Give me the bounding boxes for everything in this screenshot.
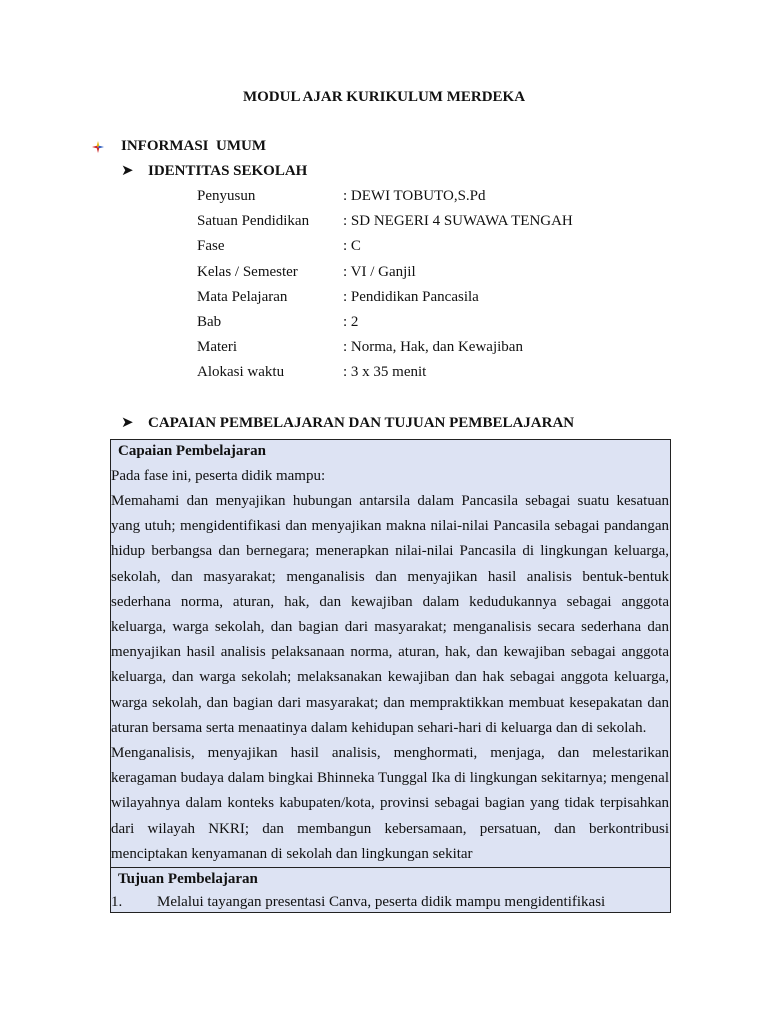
identitas-table <box>197 186 573 388</box>
info-value: : 3 x 35 menit <box>343 364 427 381</box>
info-row <box>197 262 573 287</box>
arrowhead-bullet-icon: ➤ <box>121 415 134 431</box>
info-row <box>197 211 573 236</box>
tujuan-heading: Tujuan Pembelajaran <box>118 871 258 888</box>
info-label: Satuan Pendidikan <box>197 213 310 230</box>
info-row <box>197 337 573 362</box>
info-row <box>197 236 573 261</box>
info-row <box>197 287 573 312</box>
star-bullet-icon <box>92 141 104 153</box>
subheading-label: CAPAIAN PEMBELAJARAN DAN TUJUAN PEMBELAJARAN <box>148 415 575 431</box>
info-value: : 2 <box>343 313 359 330</box>
info-label: Fase <box>197 238 225 255</box>
capaian-intro: Pada fase ini, peserta didik mampu: <box>111 468 326 484</box>
info-value: : SD NEGERI 4 SUWAWA TENGAH <box>343 213 573 230</box>
info-label: Materi <box>197 339 237 356</box>
capaian-tujuan-table <box>110 439 671 913</box>
info-value: : DEWI TOBUTO,S.Pd <box>343 188 486 204</box>
info-label: Mata Pelajaran <box>197 288 288 305</box>
capaian-paragraph-1: Memahami dan menyajikan hubungan antarsila dalam Pancasila sebagai suatu kesatuan yang utuh; mengidentifikasi dan menyajikan makna nilai-nilai Pancasila sebagai pandangan hidup berbangsa dan bernegara; menerapkan nilai-nilai Pancasila di lingkungan keluarga, sekolah, dan masyarakat; menganalisis dan menyajikan hasil analisis bentuk-bentuk sederhana norma, aturan, hak, dan kewajiban dalam kedudukannya sebagai anggota keluarga, warga sekolah, dan bagian dari masyarakat; menganalisis secara sederhana dan menyajikan hasil analisis pelaksanaan norma, aturan, hak, dan kewajiban sebagai anggota keluarga, dan warga sekolah; melaksanakan kewajiban dan hak sebagai anggota keluarga, warga sekolah, dan bagian dari masyarakat; dan mempraktikkan membuat kesepakatan dan aturan bersama serta menaatinya dalam kehidupan sehari-hari di keluarga dan di sekolah. <box>111 493 669 736</box>
section-heading-informasi-umum: INFORMASI UMUM <box>121 138 266 154</box>
tujuan-item-text: Melalui tayangan presentasi Canva, peserta didik mampu mengidentifikasi <box>157 894 606 911</box>
arrowhead-bullet-icon: ➤ <box>121 163 134 179</box>
page-title: MODUL AJAR KURIKULUM MERDEKA <box>242 89 526 105</box>
info-row <box>197 312 573 337</box>
tujuan-cell <box>111 868 670 912</box>
info-value: : Norma, Hak, dan Kewajiban <box>343 339 523 356</box>
capaian-paragraph-2: Menganalisis, menyajikan hasil analisis, menghormati, menjaga, dan melestarikan keragaman budaya dalam bingkai Bhinneka Tunggal Ika di lingkungan sekitarnya; mengenal wilayahnya dalam konteks kabupaten/kota, provinsi sebagai bagian yang tidak terpisahkan dari wilayah NKRI; dan membangun kebersamaan, persatuan, dan berkontribusi menciptakan kenyamanan di sekolah dan lingkungan sekitar <box>111 745 669 862</box>
info-label: Kelas / Semester <box>197 263 298 280</box>
info-value: : Pendidikan Pancasila <box>343 288 479 305</box>
info-value: : C <box>343 238 361 255</box>
info-value: : VI / Ganjil <box>343 263 416 280</box>
info-label: Alokasi waktu <box>197 364 285 381</box>
subheading-identitas-sekolah <box>121 161 307 181</box>
subheading-label: IDENTITAS SEKOLAH <box>148 163 308 179</box>
capaian-cell <box>111 440 670 868</box>
tujuan-item-number: 1. <box>111 894 123 911</box>
subheading-capaian-tujuan <box>121 413 574 433</box>
info-row <box>197 186 573 211</box>
info-label: Bab <box>197 313 222 330</box>
info-row <box>197 362 573 387</box>
info-label: Penyusun <box>197 188 256 204</box>
capaian-heading: Capaian Pembelajaran <box>118 443 266 459</box>
tujuan-item <box>111 892 670 912</box>
